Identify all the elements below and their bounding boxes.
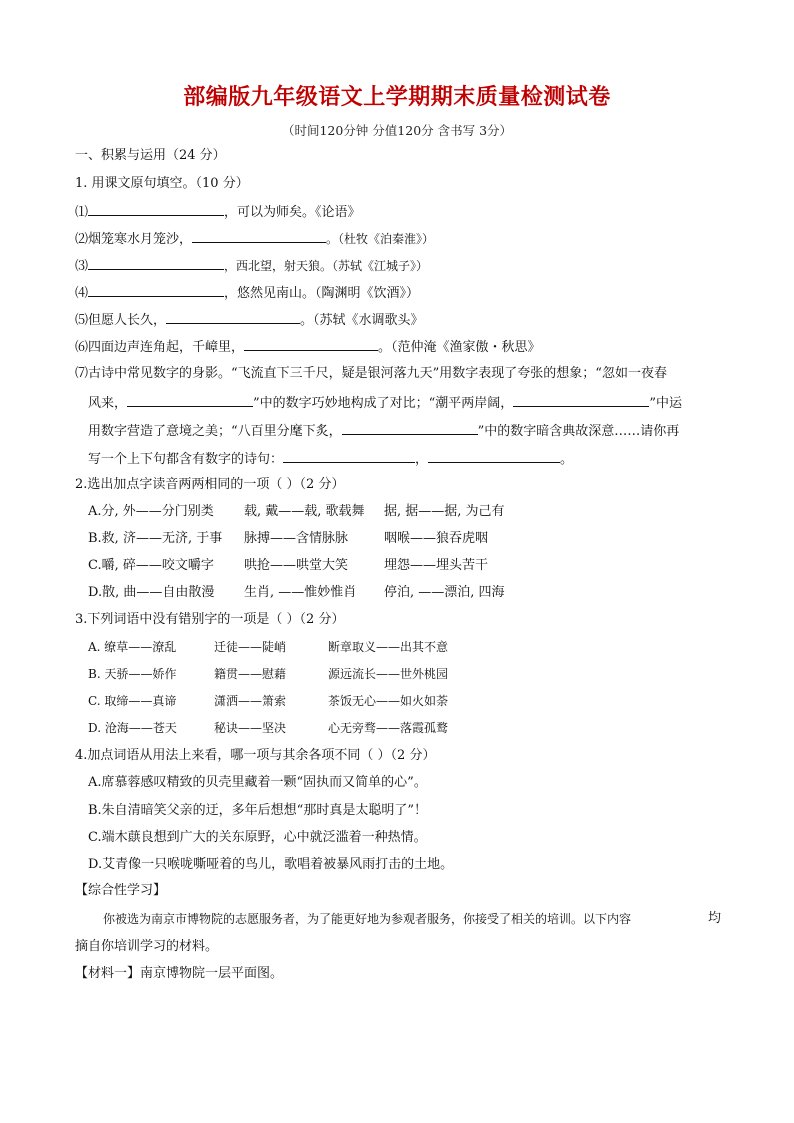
answer-blank[interactable] bbox=[192, 229, 326, 243]
option-part: 哄抢——哄堂大笑 bbox=[244, 558, 349, 573]
option-part: 载, 戴——载, 歌载舞 bbox=[244, 504, 365, 519]
answer-blank[interactable] bbox=[127, 393, 253, 407]
item-text: 写一个上下句都含有数字的诗句： bbox=[88, 452, 284, 467]
section-heading: 一、积累与运用（24 分） bbox=[75, 148, 226, 163]
answer-blank[interactable] bbox=[513, 393, 649, 407]
item-text: 。 bbox=[560, 452, 574, 467]
answer-blank[interactable] bbox=[244, 337, 378, 351]
item-text: 四面边声连角起，千嶂里， bbox=[88, 340, 245, 355]
q1-item-6 bbox=[75, 337, 541, 357]
item-number: ⑴ bbox=[75, 205, 89, 220]
answer-blank[interactable] bbox=[428, 449, 560, 463]
option-part: 潇洒——箫索 bbox=[214, 694, 287, 708]
option-part: 咽喉——狼吞虎咽 bbox=[384, 531, 489, 546]
option-part: A. 缭草——潦乱 bbox=[88, 640, 177, 654]
q1-item-7-line-2 bbox=[88, 393, 682, 413]
question-4-stem: 4.加点词语从用法上来看，哪一项与其余各项不同（ ）（2 分） bbox=[75, 748, 436, 763]
item-number: ⑷ bbox=[75, 286, 89, 301]
q4-option-b[interactable]: B.朱自清暗笑父亲的迂，多年后想想“那时真是太聪明了”！ bbox=[88, 803, 427, 818]
option-part: 源远流长——世外桃园 bbox=[328, 667, 449, 681]
q1-item-7-line-3 bbox=[88, 421, 679, 441]
answer-blank[interactable] bbox=[166, 310, 300, 324]
q1-item-3 bbox=[75, 256, 428, 276]
item-number: ⑸ bbox=[75, 313, 89, 328]
comprehensive-heading: 【综合性学习】 bbox=[75, 883, 167, 898]
item-text: 风来， bbox=[88, 396, 128, 411]
option-part: A.分, 外——分门别类 bbox=[88, 504, 214, 519]
option-part: 停泊, ——漂泊, 四海 bbox=[384, 585, 505, 600]
item-source: 。（杜牧《泊秦淮》） bbox=[326, 232, 435, 246]
q1-item-1 bbox=[75, 202, 361, 222]
item-text: ”中的数字巧妙地构成了对比；“潮平两岸阔， bbox=[253, 396, 514, 411]
q1-item-2 bbox=[75, 229, 434, 249]
question-2-stem: 2.选出加点字读音两两相同的一项（ ）（2 分） bbox=[75, 477, 345, 492]
q1-item-5 bbox=[75, 310, 424, 330]
option-part: 脉搏——含情脉脉 bbox=[244, 531, 349, 546]
question-1-stem: 1. 用课文原句填空。（10 分） bbox=[75, 176, 249, 191]
answer-blank[interactable] bbox=[283, 449, 415, 463]
option-part: 生肖, ——惟妙惟肖 bbox=[244, 585, 357, 600]
option-part: 秘诀——坚决 bbox=[214, 721, 287, 735]
item-text: ”中运 bbox=[649, 396, 682, 411]
q4-option-a[interactable]: A.席慕蓉感叹精致的贝壳里藏着一颗“固执而又简单的心”。 bbox=[88, 775, 427, 790]
answer-blank[interactable] bbox=[88, 283, 224, 297]
option-part: 迁徒——陡峭 bbox=[214, 640, 287, 654]
answer-blank[interactable] bbox=[342, 421, 478, 435]
comprehensive-paragraph-line-1-end: 均 bbox=[708, 911, 722, 926]
option-part: B.救, 济——无济, 于事 bbox=[88, 531, 223, 546]
option-part: 埋怨——埋头苦干 bbox=[384, 558, 489, 573]
item-text: ，西北望，射天狼。（苏轼《江城子》） bbox=[224, 259, 429, 273]
option-part: 据, 据——据, 为己有 bbox=[384, 504, 505, 519]
comprehensive-paragraph-line-1: 你被选为南京市博物院的志愿服务者，为了能更好地为参观者服务，你接受了相关的培训。以下内容 bbox=[103, 912, 632, 926]
item-text: 烟笼寒水月笼沙， bbox=[88, 232, 193, 247]
item-text: 用数字营造了意境之美；“八百里分麾下炙， bbox=[88, 424, 342, 439]
option-part: D. 沧海——苍天 bbox=[88, 721, 177, 735]
option-part: D.散, 曲——自由散漫 bbox=[88, 585, 215, 600]
option-part: C. 取缔——真谛 bbox=[88, 694, 177, 708]
item-number: ⑺ bbox=[75, 366, 89, 381]
q4-option-d[interactable]: D.艾青像一只喉咙嘶哑着的鸟儿，歌唱着被暴风雨打击的土地。 bbox=[88, 857, 454, 872]
item-text: ，悠然见南山。（陶渊明《饮酒》） bbox=[224, 286, 420, 301]
item-text: ”中的数字暗含典故深意……请你再 bbox=[477, 424, 680, 439]
item-text: 但愿人长久， bbox=[88, 313, 167, 328]
item-number: ⑹ bbox=[75, 340, 89, 355]
q1-item-7-line-4 bbox=[88, 449, 573, 469]
exam-info: （时间120分钟 分值120分 含书写 3分） bbox=[281, 123, 513, 138]
option-part: 断章取义——出其不意 bbox=[328, 640, 449, 654]
q1-item-7-line-1 bbox=[75, 365, 667, 383]
option-part: 茶饭无心——如火如荼 bbox=[328, 694, 449, 708]
item-number: ⑵ bbox=[75, 232, 89, 247]
page-title: 部编版九年级语文上学期期末质量检测试卷 bbox=[183, 85, 611, 110]
answer-blank[interactable] bbox=[88, 256, 224, 270]
item-text: ， bbox=[415, 452, 429, 467]
option-part: 心无旁骛——落霞孤鹜 bbox=[328, 721, 449, 735]
option-part: B. 天骄——娇作 bbox=[88, 667, 177, 681]
answer-blank[interactable] bbox=[88, 202, 224, 216]
option-part: 籍贯——慰藉 bbox=[214, 667, 287, 681]
q4-option-c[interactable]: C.端木蕻良想到广大的关东原野，心中就泛滥着一种热情。 bbox=[88, 830, 427, 845]
option-part: C.嚼, 碎——咬文嚼字 bbox=[88, 558, 214, 573]
material-1-heading: 【材料一】南京博物院一层平面图。 bbox=[75, 966, 284, 981]
item-source: 。（范仲淹《渔家傲・秋思》 bbox=[378, 340, 541, 355]
item-text: 古诗中常见数字的身影。“飞流直下三千尺，疑是银河落九天”用数字表现了夸张的想象；“忽如一夜春 bbox=[88, 366, 667, 381]
question-3-stem: 3.下列词语中没有错别字的一项是（ ）（2 分） bbox=[75, 612, 345, 627]
comprehensive-paragraph-line-2: 摘自你培训学习的材料。 bbox=[75, 939, 219, 954]
item-source: 。（苏轼《水调歌头》 bbox=[300, 313, 424, 328]
item-text: ，可以为师矣。《论语》 bbox=[224, 205, 361, 220]
q1-item-4 bbox=[75, 283, 419, 303]
item-number: ⑶ bbox=[75, 259, 89, 274]
